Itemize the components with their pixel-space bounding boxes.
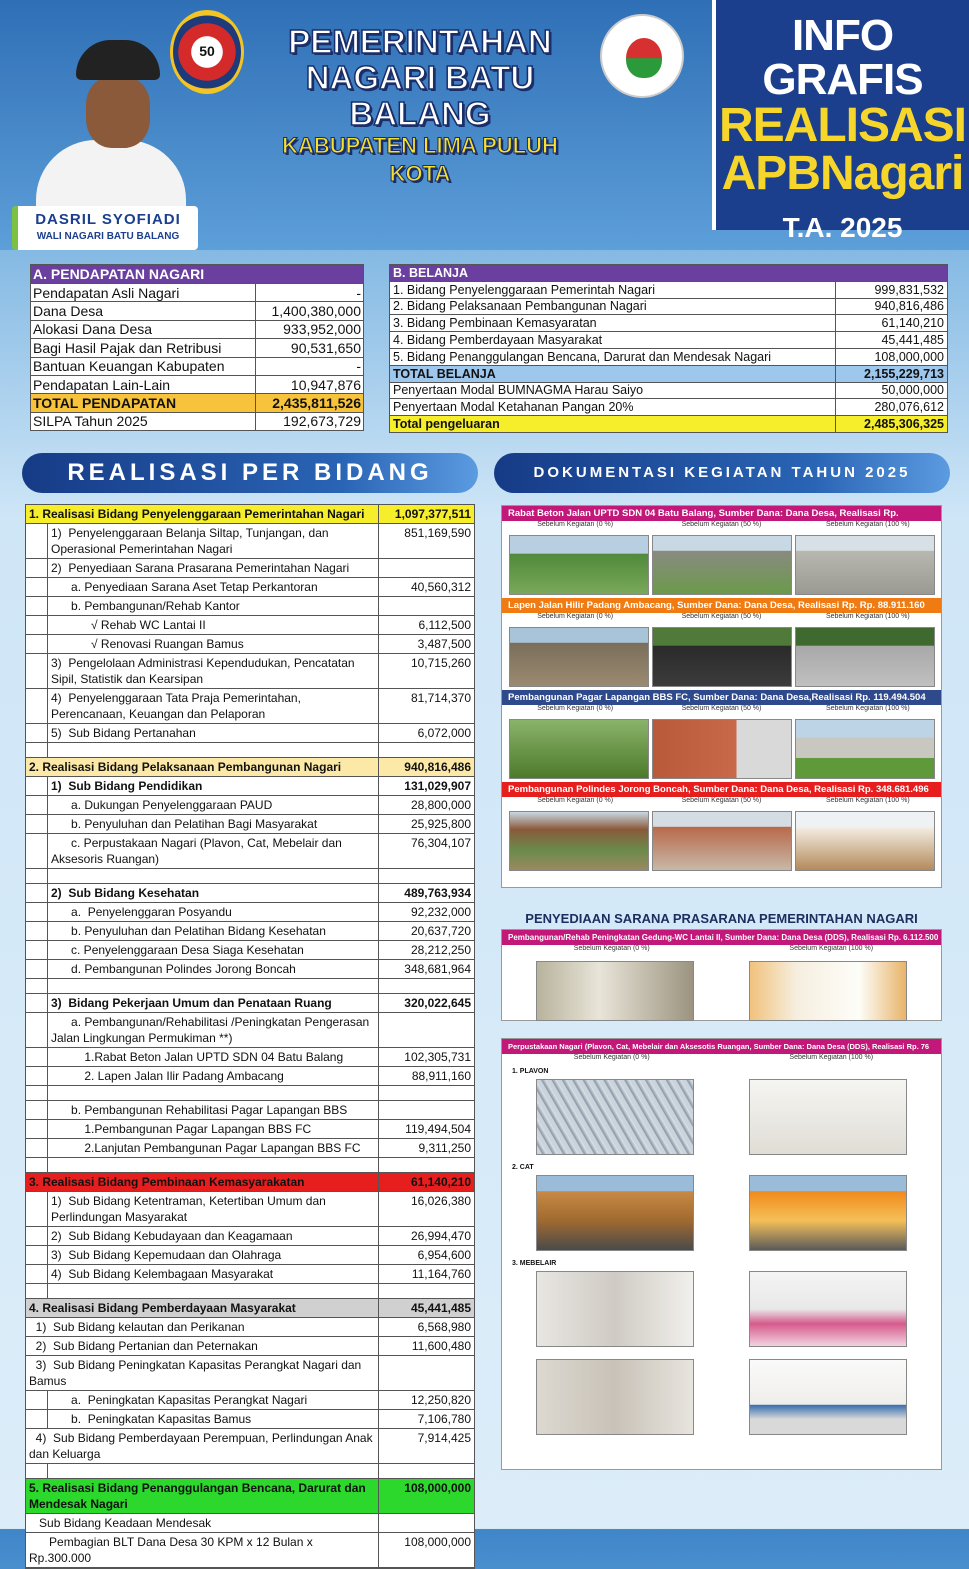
belanja-value: 999,831,532 — [836, 281, 948, 298]
penyertaan-label: Penyertaan Modal Ketahanan Pangan 20% — [390, 399, 836, 416]
progress-photo — [795, 719, 935, 779]
progress-photo — [509, 627, 649, 687]
sarana-title: Pembangunan/Rehab Peningkatan Gedung-WC Lantai II, Sumber Dana: Dana Desa (DDS), Realisasi Rp. 6.112.500 — [502, 930, 941, 945]
realisasi-row — [26, 979, 474, 994]
realisasi-row — [26, 1101, 474, 1120]
realisasi-row — [26, 1048, 474, 1067]
total-pengeluaran-label: Total pengeluaran — [390, 416, 836, 433]
info-grafis-title — [712, 0, 969, 243]
realisasi-label: 2) Penyediaan Sarana Prasarana Pemerintahan Nagari — [48, 559, 379, 577]
pendapatan-row — [31, 357, 364, 375]
penyertaan-row — [390, 382, 948, 399]
pendapatan-value: - — [255, 357, 363, 375]
dokumentasi-item — [502, 782, 941, 874]
belanja-label: 1. Bidang Penyelenggaraan Pemerintah Nagari — [390, 281, 836, 298]
info-line3: APBNagari — [721, 147, 964, 200]
realisasi-label — [48, 1464, 379, 1478]
realisasi-label: a. Penyediaan Sarana Aset Tetap Perkantoran — [48, 578, 379, 596]
lemari-photo — [536, 1271, 694, 1347]
realisasi-value: 6,568,980 — [417, 1320, 471, 1334]
realisasi-row — [26, 1356, 474, 1391]
realisasi-value: 102,305,731 — [404, 1050, 471, 1064]
regency-logo-icon: 50 — [170, 10, 244, 94]
total-pengeluaran-value: 2,485,306,325 — [836, 416, 948, 433]
progress-photo — [509, 535, 649, 595]
realisasi-label: 4) Penyelenggaraan Tata Praja Pemerintahan, Perencanaan, Keuangan dan Pelaporan — [48, 689, 379, 723]
realisasi-label: b. Pembangunan/Rehab Kantor — [48, 597, 379, 615]
realisasi-value: 11,600,480 — [411, 1339, 471, 1353]
photo-label: Sebelum Kegiatan (100 %) — [825, 521, 910, 528]
belanja-label: 4. Bidang Pemberdayaan Masyarakat — [390, 332, 836, 349]
realisasi-value — [379, 1013, 474, 1047]
realisasi-label: Pembagian BLT Dana Desa 30 KPM x 12 Bulan x Rp.300.000 — [26, 1533, 379, 1567]
realisasi-value: 108,000,000 — [404, 1481, 471, 1495]
realisasi-value: 45,441,485 — [410, 1301, 471, 1315]
realisasi-row — [26, 1013, 474, 1048]
meja-rapat-photo — [749, 1271, 907, 1347]
belanja-row — [390, 348, 948, 365]
perpustakaan-panel — [501, 1038, 942, 1470]
silpa-label: SILPA Tahun 2025 — [31, 412, 256, 430]
photo-label: Sebelum Kegiatan (50 %) — [681, 521, 762, 528]
sarana-panel — [501, 929, 942, 1021]
realisasi-label: c. Penyelenggaraan Desa Siaga Kesehatan — [48, 941, 379, 959]
realisasi-value: 1,097,377,511 — [394, 507, 471, 521]
dokumentasi-item — [502, 506, 941, 598]
perpus-title: Perpustakaan Nagari (Plavon, Cat, Mebelair dan Aksesotis Ruangan, Sumber Dana: Dana Desa (DDS), Realisasi Rp. 76 — [502, 1039, 941, 1054]
realisasi-value — [379, 979, 474, 993]
realisasi-label: a. Peningkatan Kapasitas Perangkat Nagari — [48, 1391, 379, 1409]
total-belanja-label: TOTAL BELANJA — [390, 365, 836, 382]
realisasi-row — [26, 1139, 474, 1158]
realisasi-label: 2) Sub Bidang Kesehatan — [48, 884, 379, 902]
belanja-label: 5. Bidang Penanggulangan Bencana, Darurat dan Mendesak Nagari — [390, 348, 836, 365]
realisasi-row — [26, 1299, 474, 1318]
penyertaan-value: 280,076,612 — [836, 399, 948, 416]
realisasi-value: 7,106,780 — [417, 1412, 471, 1426]
realisasi-value: 26,994,470 — [410, 1229, 471, 1243]
realisasi-label — [48, 1158, 379, 1172]
realisasi-row — [26, 578, 474, 597]
wc-after-photo — [749, 961, 907, 1021]
realisasi-label: 4. Realisasi Bidang Pemberdayaan Masyarakat — [26, 1299, 379, 1317]
realisasi-row — [26, 960, 474, 979]
realisasi-row — [26, 884, 474, 903]
progress-photo — [652, 719, 792, 779]
realisasi-value: 320,022,645 — [404, 996, 471, 1010]
realisasi-row — [26, 654, 474, 689]
realisasi-row — [26, 922, 474, 941]
realisasi-value — [379, 1158, 474, 1172]
ministry-logo-icon — [600, 14, 684, 98]
plavon-after-photo — [749, 1079, 907, 1155]
realisasi-label: 5. Realisasi Bidang Penanggulangan Bencana, Darurat dan Mendesak Nagari — [26, 1479, 379, 1513]
realisasi-label: a. Penyelenggaran Posyandu — [48, 903, 379, 921]
realisasi-label — [48, 743, 379, 757]
realisasi-value: 76,304,107 — [410, 836, 471, 850]
wali-nagari-portrait — [26, 40, 186, 220]
photo-label: Sebelum Kegiatan (0 %) — [573, 1054, 650, 1061]
belanja-value: 61,140,210 — [836, 315, 948, 332]
total-pendapatan-value: 2,435,811,526 — [255, 394, 363, 412]
belanja-value: 108,000,000 — [836, 348, 948, 365]
realisasi-row — [26, 616, 474, 635]
realisasi-value — [379, 597, 474, 615]
realisasi-value: 9,311,250 — [418, 1141, 471, 1155]
realisasi-label: 2.Lanjutan Pembangunan Pagar Lapangan BBS FC — [48, 1139, 379, 1157]
realisasi-row — [26, 834, 474, 869]
sub-plavon: 1. PLAVON — [512, 1068, 549, 1075]
realisasi-label: √ Rehab WC Lantai II — [48, 616, 379, 634]
total-belanja-value: 2,155,229,713 — [836, 365, 948, 382]
photo-label: Sebelum Kegiatan (50 %) — [681, 705, 762, 712]
realisasi-label: 2. Realisasi Bidang Pelaksanaan Pembangunan Nagari — [26, 758, 379, 776]
pendapatan-value: 933,952,000 — [255, 320, 363, 338]
person-name: DASRIL SYOFIADI — [35, 211, 181, 228]
realisasi-value: 61,140,210 — [410, 1175, 471, 1189]
pendapatan-title: A. PENDAPATAN NAGARI — [31, 265, 364, 284]
realisasi-row — [26, 1533, 474, 1568]
realisasi-value: 108,000,000 — [404, 1535, 471, 1549]
pendapatan-row — [31, 284, 364, 302]
realisasi-row — [26, 1429, 474, 1464]
realisasi-row — [26, 1158, 474, 1173]
realisasi-label: 4) Sub Bidang Pemberdayaan Perempuan, Perlindungan Anak dan Keluarga — [26, 1429, 379, 1463]
realisasi-row — [26, 815, 474, 834]
dokumentasi-item — [502, 598, 941, 690]
org-line2: NAGARI BATU BALANG — [305, 59, 535, 132]
realisasi-banner: REALISASI PER BIDANG — [22, 453, 478, 493]
realisasi-value: 7,914,425 — [417, 1431, 471, 1445]
cat-before-photo — [536, 1175, 694, 1251]
dokumentasi-item — [502, 690, 941, 782]
realisasi-label: 2) Sub Bidang Pertanian dan Peternakan — [26, 1337, 379, 1355]
pendapatan-value: 10,947,876 — [255, 375, 363, 393]
realisasi-row — [26, 559, 474, 578]
realisasi-row — [26, 1337, 474, 1356]
realisasi-value: 16,026,380 — [410, 1194, 471, 1208]
dokumentasi-title: Lapen Jalan Hilir Padang Ambacang, Sumber Dana: Dana Desa, Realisasi Rp. Rp. 88.911.160 — [502, 598, 941, 613]
photo-label: Sebelum Kegiatan (0 %) — [573, 945, 650, 952]
pendapatan-label: Pendapatan Lain-Lain — [31, 375, 256, 393]
realisasi-label: 3) Pengelolaan Administrasi Kependudukan, Pencatatan Sipil, Statistik dan Kearsipan — [48, 654, 379, 688]
realisasi-row — [26, 524, 474, 559]
realisasi-row — [26, 1479, 474, 1514]
org-line3: KABUPATEN LIMA PULUH KOTA — [282, 133, 558, 186]
realisasi-value — [379, 1464, 474, 1478]
belanja-label: 2. Bidang Pelaksanaan Pembangunan Nagari — [390, 298, 836, 315]
belanja-value: 45,441,485 — [836, 332, 948, 349]
photo-label: Sebelum Kegiatan (0 %) — [537, 613, 614, 620]
pendapatan-label: Bantuan Keuangan Kabupaten — [31, 357, 256, 375]
dokumentasi-banner: DOKUMENTASI KEGIATAN TAHUN 2025 — [494, 453, 950, 493]
progress-photo — [509, 719, 649, 779]
realisasi-label: b. Penyuluhan dan Pelatihan Bagi Masyarakat — [48, 815, 379, 833]
loker-photo — [536, 1359, 694, 1435]
realisasi-value: 11,164,760 — [411, 1267, 471, 1281]
belanja-row — [390, 298, 948, 315]
realisasi-row — [26, 796, 474, 815]
photo-label: Sebelum Kegiatan (100 %) — [789, 1054, 874, 1061]
realisasi-row — [26, 1192, 474, 1227]
realisasi-value: 131,029,907 — [404, 779, 471, 793]
penyertaan-label: Penyertaan Modal BUMNAGMA Harau Saiyo — [390, 382, 836, 399]
pendapatan-row — [31, 320, 364, 338]
wc-before-photo — [536, 961, 694, 1021]
photo-label: Sebelum Kegiatan (0 %) — [537, 797, 614, 804]
org-title — [255, 24, 585, 188]
realisasi-value: 81,714,370 — [410, 691, 471, 705]
realisasi-row — [26, 743, 474, 758]
sarana-section-title: PENYEDIAAN SARANA PRASARANA PEMERINTAHAN NAGARI — [525, 911, 918, 926]
info-line1: INFO GRAFIS — [762, 11, 923, 104]
belanja-table — [389, 264, 948, 433]
realisasi-label: 4) Sub Bidang Kelembagaan Masyarakat — [48, 1265, 379, 1283]
name-tag — [12, 206, 198, 250]
realisasi-row — [26, 758, 474, 777]
realisasi-row — [26, 597, 474, 616]
info-line2: REALISASI — [718, 99, 967, 152]
pendapatan-row — [31, 302, 364, 320]
realisasi-label: b. Pembangunan Rehabilitasi Pagar Lapangan BBS — [48, 1101, 379, 1119]
photo-label: Sebelum Kegiatan (100 %) — [789, 945, 874, 952]
realisasi-value: 12,250,820 — [410, 1393, 471, 1407]
realisasi-label: 1.Pembangunan Pagar Lapangan BBS FC — [48, 1120, 379, 1138]
realisasi-label: a. Dukungan Penyelenggaraan PAUD — [48, 796, 379, 814]
realisasi-per-bidang-table — [25, 504, 475, 1569]
realisasi-label: 3) Sub Bidang Kepemudaan dan Olahraga — [48, 1246, 379, 1264]
realisasi-row — [26, 1227, 474, 1246]
realisasi-label: 1) Sub Bidang Pendidikan — [48, 777, 379, 795]
realisasi-label — [48, 1284, 379, 1298]
realisasi-value — [379, 869, 474, 883]
realisasi-label — [48, 1086, 379, 1100]
realisasi-value: 20,637,720 — [410, 924, 471, 938]
realisasi-row — [26, 869, 474, 884]
realisasi-row — [26, 724, 474, 743]
realisasi-label — [48, 979, 379, 993]
realisasi-value: 92,232,000 — [410, 905, 471, 919]
belanja-label: 3. Bidang Pembinaan Kemasyaratan — [390, 315, 836, 332]
realisasi-value: 88,911,160 — [411, 1069, 471, 1083]
realisasi-label: 3) Sub Bidang Peningkatan Kapasitas Perangkat Nagari dan Bamus — [26, 1356, 379, 1390]
meja-kerja-photo — [749, 1359, 907, 1435]
realisasi-label: d. Pembangunan Polindes Jorong Boncah — [48, 960, 379, 978]
realisasi-row — [26, 1120, 474, 1139]
realisasi-label — [48, 869, 379, 883]
header-banner — [0, 0, 969, 250]
progress-photo — [652, 811, 792, 871]
realisasi-value: 6,112,500 — [418, 618, 471, 632]
realisasi-row — [26, 777, 474, 796]
progress-photo — [652, 627, 792, 687]
realisasi-value — [379, 1101, 474, 1119]
photo-label: Sebelum Kegiatan (50 %) — [681, 797, 762, 804]
realisasi-value: 6,954,600 — [417, 1248, 471, 1262]
pendapatan-label: Alokasi Dana Desa — [31, 320, 256, 338]
belanja-row — [390, 281, 948, 298]
realisasi-row — [26, 505, 474, 524]
realisasi-row — [26, 1464, 474, 1479]
realisasi-value: 28,212,250 — [410, 943, 471, 957]
pendapatan-label: Bagi Hasil Pajak dan Retribusi — [31, 339, 256, 357]
realisasi-value: 6,072,000 — [417, 726, 471, 740]
belanja-row — [390, 332, 948, 349]
progress-photo — [795, 535, 935, 595]
realisasi-value — [379, 559, 474, 577]
realisasi-label: 1) Sub Bidang Ketentraman, Ketertiban Umum dan Perlindungan Masyarakat — [48, 1192, 379, 1226]
realisasi-row — [26, 941, 474, 960]
realisasi-label: b. Peningkatan Kapasitas Bamus — [48, 1410, 379, 1428]
realisasi-value: 851,169,590 — [404, 526, 471, 540]
pendapatan-table — [30, 264, 364, 431]
realisasi-row — [26, 689, 474, 724]
dokumentasi-title: Rabat Beton Jalan UPTD SDN 04 Batu Balang, Sumber Dana: Dana Desa, Realisasi Rp. 102.305.731 — [502, 506, 941, 521]
realisasi-label: 1) Penyelenggaraan Belanja Siltap, Tunjangan, dan Operasional Pemerintahan Nagari — [48, 524, 379, 558]
realisasi-label: 2. Lapen Jalan Ilir Padang Ambacang — [48, 1067, 379, 1085]
silpa-value: 192,673,729 — [255, 412, 363, 430]
org-line1: PEMERINTAHAN — [288, 23, 552, 60]
realisasi-row — [26, 1284, 474, 1299]
realisasi-row — [26, 1410, 474, 1429]
total-pendapatan-label: TOTAL PENDAPATAN — [31, 394, 256, 412]
pendapatan-value: 1,400,380,000 — [255, 302, 363, 320]
realisasi-value — [379, 1356, 474, 1390]
realisasi-value — [379, 1514, 474, 1532]
realisasi-label: 1) Sub Bidang kelautan dan Perikanan — [26, 1318, 379, 1336]
belanja-row — [390, 315, 948, 332]
belanja-value: 940,816,486 — [836, 298, 948, 315]
realisasi-row — [26, 1391, 474, 1410]
photo-label: Sebelum Kegiatan (100 %) — [825, 705, 910, 712]
realisasi-label: 2) Sub Bidang Kebudayaan dan Keagamaan — [48, 1227, 379, 1245]
pendapatan-label: Pendapatan Asli Nagari — [31, 284, 256, 302]
realisasi-row — [26, 1173, 474, 1192]
realisasi-value — [379, 1086, 474, 1100]
pendapatan-row — [31, 375, 364, 393]
realisasi-value: 3,487,500 — [417, 637, 471, 651]
realisasi-value: 489,763,934 — [404, 886, 471, 900]
dokumentasi-title: Pembangunan Polindes Jorong Boncah, Sumber Dana: Dana Desa, Realisasi Rp. 348.681.496 — [502, 782, 941, 797]
realisasi-row — [26, 1514, 474, 1533]
realisasi-label: a. Pembangunan/Rehabilitasi /Peningkatan Pengerasan Jalan Lingkungan Permukiman **) — [48, 1013, 379, 1047]
realisasi-row — [26, 994, 474, 1013]
realisasi-value: 40,560,312 — [410, 580, 471, 594]
realisasi-row — [26, 1067, 474, 1086]
penyertaan-value: 50,000,000 — [836, 382, 948, 399]
realisasi-label: Sub Bidang Keadaan Mendesak — [26, 1514, 379, 1532]
realisasi-label: 3) Bidang Pekerjaan Umum dan Penataan Ruang — [48, 994, 379, 1012]
photo-label: Sebelum Kegiatan (100 %) — [825, 613, 910, 620]
realisasi-label: 3. Realisasi Bidang Pembinaan Kemasyarakatan — [26, 1173, 379, 1191]
penyertaan-row — [390, 399, 948, 416]
photo-label: Sebelum Kegiatan (0 %) — [537, 521, 614, 528]
photo-label: Sebelum Kegiatan (100 %) — [825, 797, 910, 804]
realisasi-value: 940,816,486 — [404, 760, 471, 774]
plavon-before-photo — [536, 1079, 694, 1155]
realisasi-value: 28,800,000 — [410, 798, 471, 812]
pendapatan-row — [31, 339, 364, 357]
realisasi-label: b. Penyuluhan dan Pelatihan Bidang Kesehatan — [48, 922, 379, 940]
progress-photo — [509, 811, 649, 871]
cat-after-photo — [749, 1175, 907, 1251]
realisasi-row — [26, 1246, 474, 1265]
dokumentasi-title: Pembangunan Pagar Lapangan BBS FC, Sumber Dana: Dana Desa,Realisasi Rp. 119.494.504 — [502, 690, 941, 705]
progress-photo — [795, 811, 935, 871]
realisasi-label: √ Renovasi Ruangan Bamus — [48, 635, 379, 653]
realisasi-row — [26, 903, 474, 922]
realisasi-label: 1.Rabat Beton Jalan UPTD SDN 04 Batu Balang — [48, 1048, 379, 1066]
realisasi-row — [26, 1086, 474, 1101]
photo-label: Sebelum Kegiatan (50 %) — [681, 613, 762, 620]
realisasi-label: c. Perpustakaan Nagari (Plavon, Cat, Mebelair dan Aksesoris Ruangan) — [48, 834, 379, 868]
progress-photo — [652, 535, 792, 595]
realisasi-value — [379, 1284, 474, 1298]
progress-photo — [795, 627, 935, 687]
pendapatan-value: 90,531,650 — [255, 339, 363, 357]
sub-mebelair: 3. MEBELAIR — [512, 1260, 557, 1267]
realisasi-label: 5) Sub Bidang Pertanahan — [48, 724, 379, 742]
realisasi-value: 25,925,800 — [410, 817, 471, 831]
pendapatan-label: Dana Desa — [31, 302, 256, 320]
realisasi-value — [379, 743, 474, 757]
realisasi-value: 348,681,964 — [404, 962, 471, 976]
dokumentasi-panel — [501, 505, 942, 888]
realisasi-row — [26, 1318, 474, 1337]
info-year: T.A. 2025 — [782, 212, 903, 243]
person-title: WALI NAGARI BATU BALANG — [36, 231, 180, 242]
realisasi-row — [26, 1265, 474, 1284]
belanja-title: B. BELANJA — [390, 265, 948, 282]
pendapatan-value: - — [255, 284, 363, 302]
realisasi-value: 119,494,504 — [405, 1122, 471, 1136]
realisasi-label: 1. Realisasi Bidang Penyelenggaraan Pemerintahan Nagari — [26, 505, 379, 523]
sub-cat: 2. CAT — [512, 1164, 534, 1171]
photo-label: Sebelum Kegiatan (0 %) — [537, 705, 614, 712]
realisasi-value: 10,715,260 — [410, 656, 471, 670]
realisasi-row — [26, 635, 474, 654]
